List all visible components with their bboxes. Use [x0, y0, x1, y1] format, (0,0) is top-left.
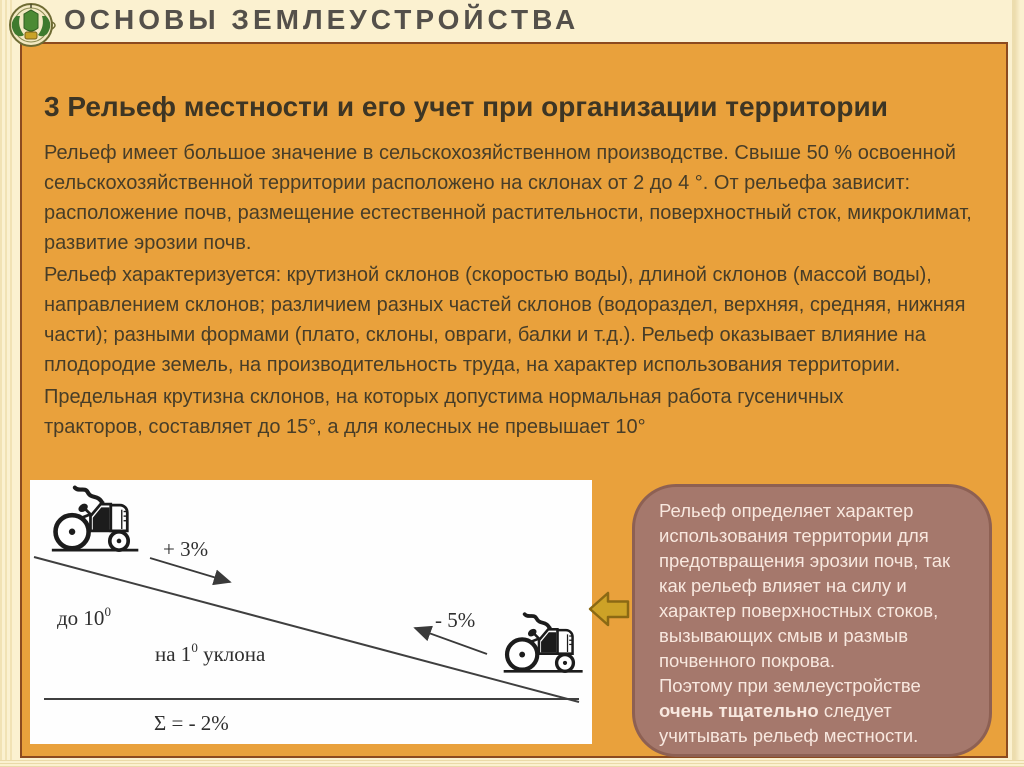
- content-panel: [20, 42, 1008, 758]
- deck-title: ОСНОВЫ ЗЕМЛЕУСТРОЙСТВА: [64, 4, 580, 35]
- slide-title: 3 Рельеф местности и его учет при организации территории: [44, 91, 888, 122]
- slide-bottom-texture: [0, 760, 1024, 767]
- slide-right-texture: [1012, 0, 1024, 767]
- per-degree-label: на $1^0$ уклона: [155, 640, 266, 666]
- callout-sentence-2: Поэтому при землеустройстве очень тщательно следует учитывать рельеф местности.: [659, 675, 921, 746]
- callout-sentence-1: Рельеф определяет характер использования территории для предотвращения эрозии почв, так как рельеф влияет на силу и характер поверхностных стоков, вызывающих смыв и размыв почвенного покрова.: [659, 500, 951, 671]
- university-emblem-icon: [2, 2, 60, 48]
- max-slope-label: до $10^0$: [57, 604, 111, 630]
- downhill-arrow: [150, 558, 230, 582]
- paragraph-relief-importance: Рельеф имеет большое значение в сельскохозяйственном производстве. Свыше 50 % освоенной сельскохозяйственной территории расположено на склонах от 2 до 4 °. От рельефа зависит: расположение почв, размещение естественной растительности, поверхностный сток, микроклимат, развитие эрозии почв.: [44, 142, 972, 254]
- paragraph-relief-characteristics: Рельеф характеризуется: крутизной склонов (скоростью воды), длиной склонов (массой воды), направлением склонов; различием разных частей склонов (водораздел, верхняя, средняя, нижняя части); разными формами (плато, склоны, овраги, балки и т.д.). Рельеф оказывает влияние на плодородие земель, на производительность труда, на характер использования территории.: [44, 264, 966, 376]
- pointer-left-arrow-icon: [588, 590, 630, 630]
- slope-line: [34, 557, 579, 702]
- paragraph-max-slope: Предельная крутизна склонов, на которых допустима нормальная работа гусеничных тракторов, составляет до 15°, а для колесных не превышает 10°: [44, 386, 844, 438]
- tractor-icon: [52, 488, 138, 551]
- relief-slope-diagram: [30, 480, 592, 744]
- tractor-icon: [504, 614, 583, 671]
- callout-note: [632, 484, 992, 757]
- uphill-gradient-label: + 3%: [163, 537, 209, 561]
- sum-gradient-label: Σ = - 2%: [154, 711, 229, 735]
- callout-emphasis: очень тщательно: [659, 700, 819, 721]
- downhill-gradient-label: - 5%: [435, 608, 476, 632]
- slide-left-texture: [0, 0, 15, 767]
